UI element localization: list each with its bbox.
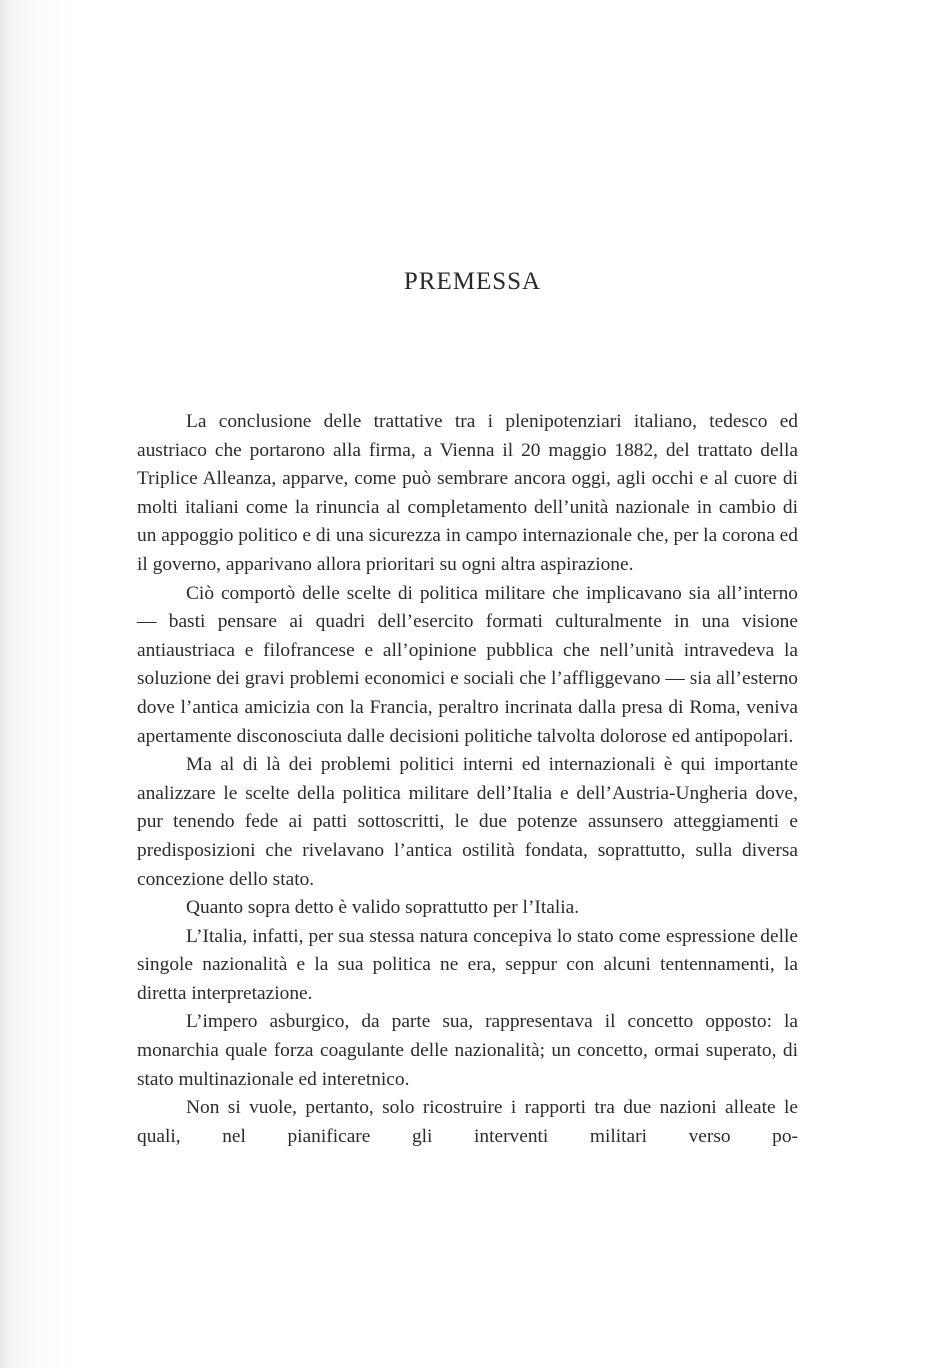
paragraph: La conclusione delle trattative tra i plenipotenziari italiano, tedesco ed austriaco che portarono alla firma, a Vienna il 20 maggio 1882, del trattato della Triplice Alleanza, apparve, come può sembrare ancora oggi, agli occhi e al cuore di molti italiani come la rinuncia al completamento dell’unità nazionale in cambio di un appoggio politico e di una sicurezza in campo internazionale che, per la corona ed il governo, apparivano allora prioritari su ogni altra aspirazione. xyxy=(137,411,798,575)
paragraph: Non si vuole, pertanto, solo ricostruire i rapporti tra due nazioni alleate le quali, nel pianificare gli interventi militari verso po- xyxy=(137,1097,798,1147)
paragraph: L’Italia, infatti, per sua stessa natura concepiva lo stato come espressione delle singole nazionalità e la sua politica ne era, seppur con alcuni tentennamenti, la diretta interpretazione. xyxy=(137,925,798,1004)
paragraph: L’impero asburgico, da parte sua, rappresentava il concetto opposto: la monarchia quale forza coagulante delle nazionalità; un concetto, ormai superato, di stato multinazionale ed interetnico. xyxy=(137,1011,798,1090)
page-title: PREMESSA xyxy=(403,268,542,295)
paragraph: Quanto sopra detto è valido soprattutto per l’Italia. xyxy=(186,897,580,919)
body-text xyxy=(137,408,798,1151)
paragraph: Ciò comportò delle scelte di politica militare che implicavano sia all’interno — basti pensare ai quadri dell’esercito formati culturalmente in una visione antiaustriaca e filofrancese e all’opinione pubblica che nell’unità intravedeva la soluzione dei gravi problemi economici e sociali che l’affliggevano — sia all’esterno dove l’antica amicizia con la Francia, peraltro incrinata dalla presa di Roma, veniva apertamente disconosciuta dalle decisioni politiche talvolta dolorose ed antipopolari. xyxy=(137,582,798,747)
paragraph: Ma al di là dei problemi politici interni ed internazionali è qui importante analizzare le scelte della politica militare dell’Italia e dell’Austria-Ungheria dove, pur tenendo fede ai patti sottoscritti, le due potenze assunsero atteggiamenti e predisposizioni che rivelavano l’antica ostilità fondata, soprattutto, sulla diversa concezione dello stato. xyxy=(137,754,798,890)
